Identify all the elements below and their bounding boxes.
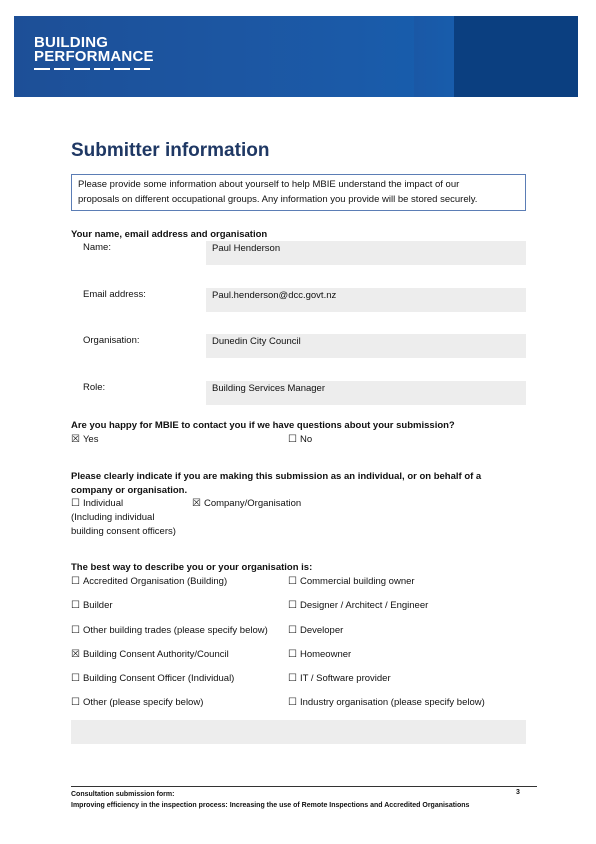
describe-option[interactable] <box>71 673 234 684</box>
checkbox-icon[interactable]: ☐ <box>288 434 297 445</box>
describe-option-label: Builder <box>82 600 113 611</box>
email-value: Paul.henderson@dcc.govt.nz <box>212 290 337 301</box>
describe-option-label: Homeowner <box>299 649 352 660</box>
describe-heading: The best way to describe you or your organisation is: <box>71 562 313 573</box>
building-performance-logo <box>34 36 154 64</box>
banner-right-panel <box>454 16 578 97</box>
role-field[interactable] <box>206 381 526 405</box>
checkbox-icon[interactable]: ☐ <box>288 649 297 660</box>
checkbox-icon[interactable]: ☐ <box>71 600 80 611</box>
logo-line-1: BUILDING <box>34 34 109 51</box>
describe-option-label: Developer <box>299 625 344 636</box>
logo-stripes <box>34 68 154 70</box>
describe-option[interactable] <box>288 625 343 636</box>
checkbox-icon[interactable]: ☐ <box>71 625 80 636</box>
describe-option-label: Building Consent Officer (Individual) <box>82 673 235 684</box>
intro-line-1: Please provide some information about yourself to help MBIE understand the impact of our <box>78 179 460 190</box>
specify-other-field[interactable] <box>71 720 526 744</box>
describe-option[interactable] <box>288 576 415 587</box>
logo-line-2: PERFORMANCE <box>34 48 154 65</box>
contact-no-label: No <box>299 434 313 445</box>
email-field[interactable] <box>206 288 526 312</box>
company-label: Company/Organisation <box>203 498 302 509</box>
individual-note-line-2: building consent officers) <box>71 526 176 537</box>
organisation-label: Organisation: <box>83 335 140 346</box>
checkbox-checked-icon[interactable]: ☒ <box>71 434 80 445</box>
capacity-question-line-2: company or organisation. <box>71 485 188 496</box>
footer-line-2: Improving efficiency in the inspection process: Increasing the use of Remote Inspections and Accredited Organisations <box>71 802 470 809</box>
describe-option[interactable] <box>71 649 229 660</box>
checkbox-icon[interactable]: ☐ <box>288 625 297 636</box>
checkbox-icon[interactable]: ☐ <box>71 697 80 708</box>
organisation-value: Dunedin City Council <box>212 336 301 347</box>
describe-option[interactable] <box>288 649 351 660</box>
checkbox-icon[interactable]: ☐ <box>288 576 297 587</box>
checkbox-checked-icon[interactable]: ☒ <box>71 649 80 660</box>
intro-line-2: proposals on different occupational groups. Any information you provide will be stored securely. <box>78 194 478 205</box>
individual-note-line-1: (Including individual <box>71 512 155 523</box>
describe-option-label: Commercial building owner <box>299 576 415 587</box>
company-option[interactable] <box>192 498 301 509</box>
page-number: 3 <box>516 789 520 796</box>
checkbox-icon[interactable]: ☐ <box>288 673 297 684</box>
details-heading: Your name, email address and organisation <box>71 229 268 240</box>
name-label: Name: <box>83 242 111 253</box>
describe-option-label: Other building trades (please specify below) <box>82 625 268 636</box>
role-value: Building Services Manager <box>212 383 326 394</box>
footer-line-1: Consultation submission form: <box>71 791 175 798</box>
describe-option[interactable] <box>71 576 227 587</box>
contact-question: Are you happy for MBIE to contact you if we have questions about your submission? <box>71 420 455 431</box>
checkbox-icon[interactable]: ☐ <box>288 697 297 708</box>
name-value: Paul Henderson <box>212 243 281 254</box>
describe-option[interactable] <box>288 673 391 684</box>
describe-option-label: Other (please specify below) <box>82 697 204 708</box>
describe-option-label: IT / Software provider <box>299 673 391 684</box>
individual-label: Individual <box>82 498 124 509</box>
describe-option[interactable] <box>71 625 268 636</box>
header-banner <box>14 16 578 97</box>
describe-option-label: Accredited Organisation (Building) <box>82 576 228 587</box>
describe-option-label: Building Consent Authority/Council <box>82 649 229 660</box>
describe-option[interactable] <box>288 697 485 708</box>
intro-box <box>71 174 526 211</box>
describe-option[interactable] <box>71 697 203 708</box>
email-label: Email address: <box>83 289 146 300</box>
organisation-field[interactable] <box>206 334 526 358</box>
checkbox-icon[interactable]: ☐ <box>288 600 297 611</box>
describe-option-label: Designer / Architect / Engineer <box>299 600 429 611</box>
describe-option-label: Industry organisation (please specify below) <box>299 697 485 708</box>
contact-no-option[interactable] <box>288 434 312 445</box>
footer-divider <box>71 786 537 787</box>
checkbox-icon[interactable]: ☐ <box>71 673 80 684</box>
footer <box>71 789 469 811</box>
role-label: Role: <box>83 382 106 393</box>
contact-yes-option[interactable] <box>71 434 98 445</box>
name-field[interactable] <box>206 241 526 265</box>
individual-option[interactable] <box>71 498 123 509</box>
capacity-question-line-1: Please clearly indicate if you are making this submission as an individual, or on behalf of a <box>71 471 482 482</box>
checkbox-icon[interactable]: ☐ <box>71 498 80 509</box>
describe-option[interactable] <box>71 600 113 611</box>
page-title: Submitter information <box>71 140 270 161</box>
describe-option[interactable] <box>288 600 428 611</box>
checkbox-icon[interactable]: ☐ <box>71 576 80 587</box>
checkbox-checked-icon[interactable]: ☒ <box>192 498 201 509</box>
contact-yes-label: Yes <box>82 434 99 445</box>
